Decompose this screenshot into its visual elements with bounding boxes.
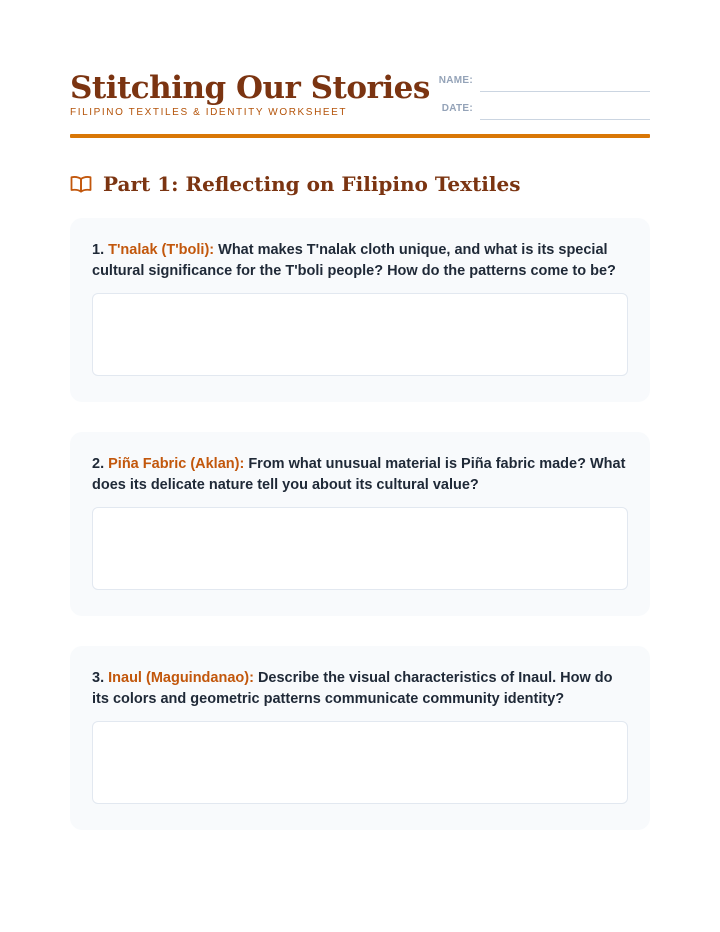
date-line[interactable]: [480, 119, 650, 120]
question-number: 2.: [92, 456, 105, 472]
date-field[interactable]: [436, 98, 650, 118]
question-number: 3.: [92, 670, 105, 686]
worksheet-title: Stitching Our Stories: [70, 70, 430, 106]
answer-box-3[interactable]: [92, 721, 628, 804]
worksheet-page: [70, 60, 650, 830]
question-card-1: [70, 218, 650, 402]
question-prompt: From what unusual material is Piña fabric made? What does its delicate nature tell you about its cultural value?: [92, 456, 626, 493]
header-divider: [70, 134, 650, 138]
section-title: Part 1: Reflecting on Filipino Textiles: [103, 172, 521, 196]
question-term: Piña Fabric (Aklan):: [108, 456, 245, 472]
book-open-icon: [70, 175, 92, 193]
question-text: [92, 240, 628, 282]
question-number: 1.: [92, 242, 105, 258]
question-text: [92, 668, 628, 710]
name-field[interactable]: [436, 70, 650, 90]
question-prompt: What makes T'nalak cloth unique, and what is its special cultural significance for the T'boli people? How do the patterns come to be?: [92, 242, 616, 279]
question-card-3: [70, 646, 650, 830]
question-card-2: [70, 432, 650, 616]
question-term: T'nalak (T'boli):: [108, 242, 215, 258]
name-label: NAME:: [438, 75, 473, 86]
answer-box-2[interactable]: [92, 507, 628, 590]
question-text: [92, 454, 628, 496]
question-term: Inaul (Maguindanao):: [108, 670, 254, 686]
worksheet-subtitle: FILIPINO TEXTILES & IDENTITY WORKSHEET: [70, 107, 348, 118]
name-line[interactable]: [480, 91, 650, 92]
section-heading: [70, 172, 650, 196]
date-label: DATE:: [441, 103, 473, 114]
answer-box-1[interactable]: [92, 293, 628, 376]
worksheet-header: [70, 60, 650, 134]
question-prompt: Describe the visual characteristics of Inaul. How do its colors and geometric patterns communicate community identity?: [92, 670, 613, 707]
